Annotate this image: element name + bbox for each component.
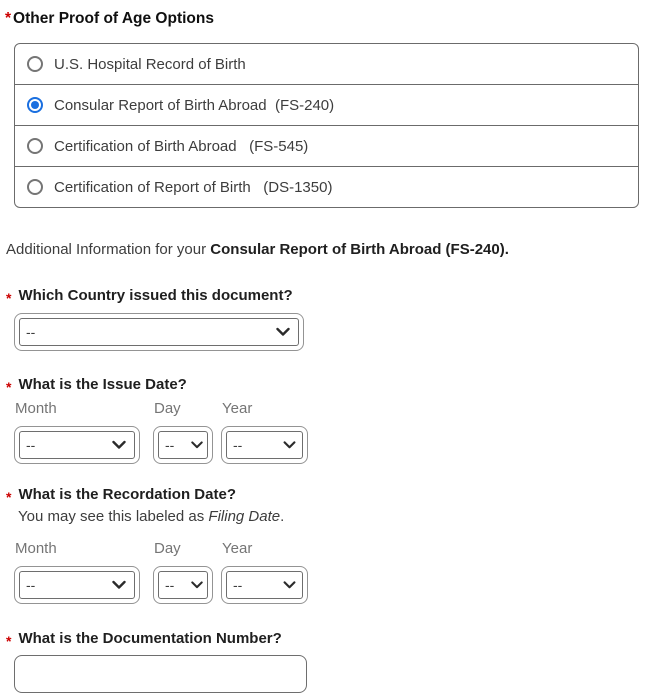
- additional-info-prefix: Additional Information for your: [6, 241, 211, 258]
- additional-info-document-name: Consular Report of Birth Abroad (FS-240).: [210, 241, 509, 258]
- proof-of-age-options-group: [14, 43, 639, 208]
- issue-month-select-wrapper: [14, 426, 140, 464]
- option-label: U.S. Hospital Record of Birth: [54, 55, 246, 73]
- page-title: [5, 10, 647, 28]
- issue-date-question-label: * What is the Issue Date?: [6, 376, 187, 395]
- additional-info-text: [6, 241, 647, 259]
- day-label: Day: [154, 540, 181, 557]
- required-marker: *: [6, 379, 12, 395]
- issue-day-select-wrapper: [153, 426, 213, 464]
- year-label: Year: [222, 540, 253, 557]
- recordation-month-select-wrapper: [14, 566, 140, 604]
- issue-year-select[interactable]: [226, 431, 303, 459]
- recordation-date-section: [5, 486, 647, 604]
- recordation-year-select-wrapper: [221, 566, 308, 604]
- recordation-month-select[interactable]: [19, 571, 135, 599]
- recordation-year-select[interactable]: [226, 571, 303, 599]
- option-label: Certification of Report of Birth (DS-1350): [54, 178, 333, 196]
- option-label: Consular Report of Birth Abroad (FS-240): [54, 96, 335, 114]
- documentation-number-question-label: * What is the Documentation Number?: [6, 630, 282, 649]
- country-question-label: * Which Country issued this document?: [6, 287, 293, 306]
- recordation-date-question-label: * What is the Recordation Date?: [6, 486, 236, 505]
- year-label: Year: [222, 400, 253, 417]
- option-certification-report-of-birth-ds1350[interactable]: [15, 166, 638, 207]
- day-label: Day: [154, 400, 181, 417]
- country-section: [5, 287, 647, 351]
- option-label: Certification of Birth Abroad (FS-545): [54, 137, 309, 155]
- required-marker: *: [5, 10, 12, 27]
- option-us-hospital-record[interactable]: [15, 44, 638, 84]
- month-label: Month: [15, 400, 57, 417]
- radio-button[interactable]: [27, 56, 43, 72]
- recordation-helper-text: You may see this labeled as Filing Date.: [18, 508, 285, 525]
- country-select-wrapper: [14, 313, 304, 351]
- radio-button-selected[interactable]: [27, 97, 43, 113]
- issue-date-section: [5, 376, 647, 464]
- radio-button[interactable]: [27, 138, 43, 154]
- issue-month-select[interactable]: [19, 431, 135, 459]
- issue-year-select-wrapper: [221, 426, 308, 464]
- recordation-day-select-wrapper: [153, 566, 213, 604]
- required-marker: *: [6, 489, 12, 505]
- filing-date-emphasis: Filing Date: [208, 508, 281, 525]
- page-title-text: Other Proof of Age Options: [13, 10, 214, 27]
- issue-day-select[interactable]: [158, 431, 208, 459]
- option-consular-report-fs240[interactable]: [15, 84, 638, 125]
- required-marker: *: [6, 290, 12, 306]
- country-select[interactable]: [19, 318, 299, 346]
- month-label: Month: [15, 540, 57, 557]
- required-marker: *: [6, 633, 12, 649]
- recordation-day-select[interactable]: [158, 571, 208, 599]
- option-certification-birth-abroad-fs545[interactable]: [15, 125, 638, 166]
- radio-button[interactable]: [27, 179, 43, 195]
- documentation-number-input[interactable]: [14, 655, 307, 693]
